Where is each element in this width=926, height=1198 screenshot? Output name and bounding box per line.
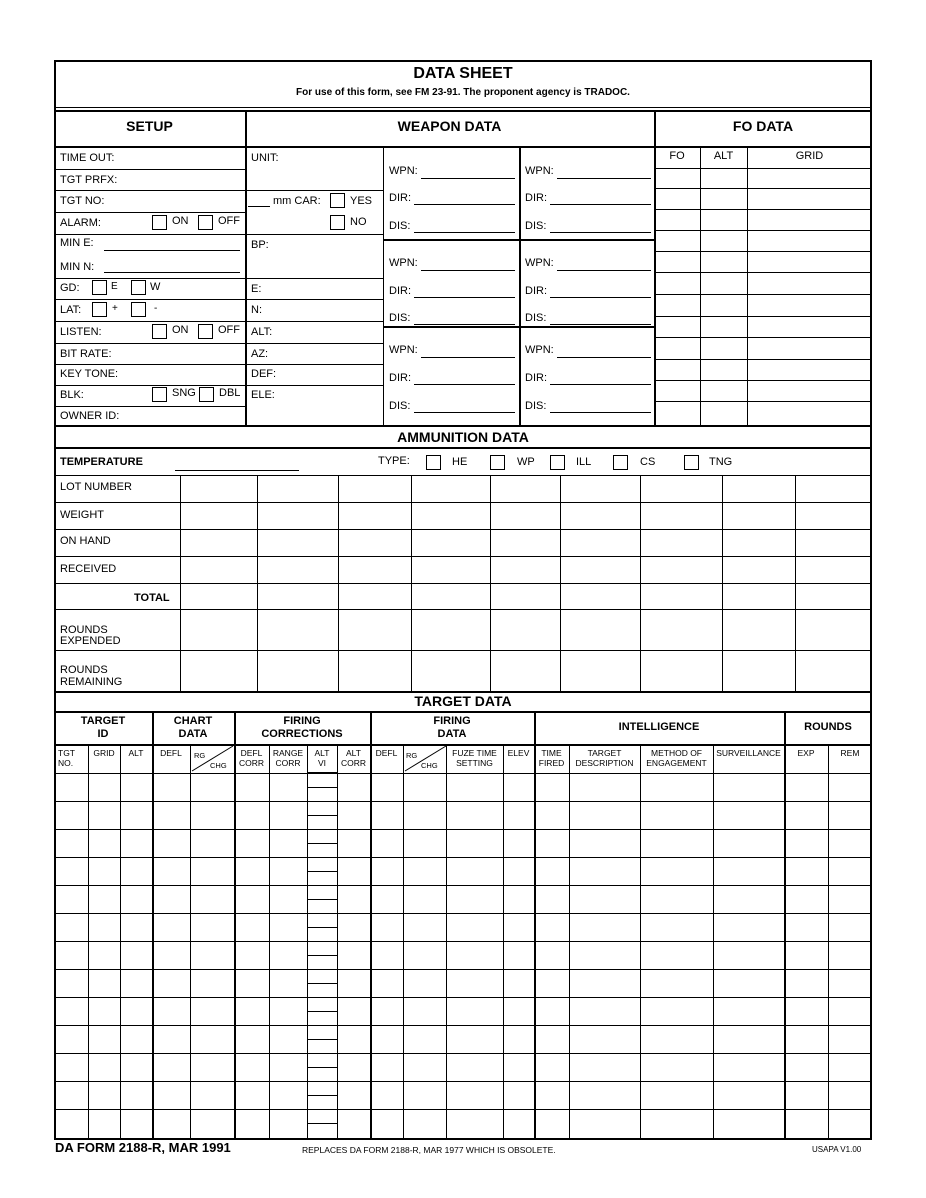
col-range-corr-1: RANGE: [272, 748, 304, 758]
wpn-field[interactable]: [421, 178, 515, 179]
col-rg2: RG: [406, 751, 418, 760]
col-rem: REM: [840, 748, 860, 758]
listen-off-checkbox[interactable]: [198, 324, 213, 339]
rg-chg2-divider: [403, 744, 447, 772]
owner-id-label: OWNER ID:: [60, 410, 120, 422]
col-fuze-1: FUZE TIME: [452, 748, 497, 758]
dir-label: DIR:: [389, 372, 411, 384]
col-time-fired-2: FIRED: [538, 758, 565, 768]
dis-label: DIS:: [525, 220, 547, 232]
lat-plus-label: +: [112, 303, 118, 314]
type-ill-label: ILL: [576, 456, 592, 468]
car-no-label: NO: [350, 216, 367, 228]
dir-label: DIR:: [389, 285, 411, 297]
mm-car-label: mm CAR:: [273, 195, 321, 207]
tgt-no-label: TGT NO:: [60, 195, 105, 207]
form-title: DATA SHEET: [413, 65, 513, 82]
wpn-field[interactable]: [557, 357, 651, 358]
col-alt-vi-1: ALT: [314, 748, 330, 758]
dis-field[interactable]: [550, 324, 651, 325]
fo-title: FO DATA: [732, 118, 794, 134]
wpn-label: WPN:: [389, 257, 418, 269]
col-method-1: METHOD OF: [651, 748, 702, 758]
listen-on-label: ON: [172, 324, 189, 336]
blk-label: BLK:: [60, 389, 84, 401]
wpn-label: WPN:: [389, 165, 418, 177]
dis-field[interactable]: [414, 232, 515, 233]
weapon-title: WEAPON DATA: [397, 118, 502, 134]
temperature-field[interactable]: [175, 470, 299, 471]
blk-sng-checkbox[interactable]: [152, 387, 167, 402]
tgt-prfx-label: TGT PRFX:: [60, 174, 118, 186]
group-rounds: ROUNDS: [804, 721, 852, 733]
group-firing-corr-2: CORRECTIONS: [261, 728, 343, 740]
az-label: AZ:: [251, 348, 269, 360]
type-ill-checkbox[interactable]: [550, 455, 565, 470]
col-alt-vi-2: VI: [317, 758, 327, 768]
weight-label: WEIGHT: [60, 509, 104, 521]
col-elev: ELEV: [507, 748, 530, 758]
wpn-label: WPN:: [525, 344, 554, 356]
col-defl-corr-2: CORR: [238, 758, 265, 768]
fo-col-grid: GRID: [795, 150, 824, 162]
group-chart-data-2: DATA: [178, 728, 208, 740]
dir-label: DIR:: [525, 192, 547, 204]
caliber-field[interactable]: [248, 206, 270, 207]
col-alt-corr-1: ALT: [346, 748, 361, 758]
rounds-remaining-label-1: ROUNDS: [60, 664, 108, 676]
dis-label: DIS:: [389, 400, 411, 412]
dis-label: DIS:: [525, 400, 547, 412]
lat-minus-checkbox[interactable]: [131, 302, 146, 317]
dir-field[interactable]: [414, 384, 515, 385]
rounds-expended-label-2: EXPENDED: [60, 635, 121, 647]
lot-number-label: LOT NUMBER: [60, 481, 132, 493]
group-intelligence: INTELLIGENCE: [618, 721, 700, 733]
rounds-expended-label-1: ROUNDS: [60, 624, 108, 636]
min-n-label: MIN N:: [60, 261, 95, 273]
unit-label: UNIT:: [251, 152, 279, 164]
car-yes-label: YES: [350, 195, 373, 207]
replaces-note: REPLACES DA FORM 2188-R, MAR 1977 WHICH IS OBSOLETE.: [302, 1145, 556, 1155]
group-target-id-2: ID: [97, 728, 109, 740]
def-label: DEF:: [251, 368, 277, 380]
type-cs-checkbox[interactable]: [613, 455, 628, 470]
col-defl-corr-1: DEFL: [240, 748, 263, 758]
type-label: TYPE:: [378, 455, 410, 467]
gd-e-label: E: [111, 281, 118, 292]
key-tone-label: KEY TONE:: [60, 368, 119, 380]
lat-minus-label: -: [154, 303, 158, 314]
alt-label: ALT:: [251, 326, 273, 338]
col-time-fired-1: TIME: [541, 748, 562, 758]
car-no-checkbox[interactable]: [330, 215, 345, 230]
dis-label: DIS:: [389, 220, 411, 232]
listen-label: LISTEN:: [60, 326, 102, 338]
wpn-field[interactable]: [421, 270, 515, 271]
bit-rate-label: BIT RATE:: [60, 348, 112, 360]
col-method-2: ENGAGEMENT: [646, 758, 707, 768]
group-firing-data-2: DATA: [437, 728, 467, 740]
setup-title: SETUP: [126, 118, 173, 134]
fo-col-alt: ALT: [713, 150, 734, 162]
dir-label: DIR:: [525, 285, 547, 297]
gd-w-checkbox[interactable]: [131, 280, 146, 295]
min-n-field[interactable]: [104, 272, 240, 273]
dis-label: DIS:: [525, 312, 547, 324]
form-number: DA FORM 2188-R, MAR 1991: [55, 1140, 231, 1155]
type-wp-label: WP: [517, 456, 535, 468]
dir-field[interactable]: [550, 204, 651, 205]
wpn-label: WPN:: [525, 165, 554, 177]
total-label: TOTAL: [134, 592, 170, 604]
type-he-checkbox[interactable]: [426, 455, 441, 470]
blk-dbl-checkbox[interactable]: [199, 387, 214, 402]
wpn-label: WPN:: [389, 344, 418, 356]
col-tgt-desc-1: TARGET: [587, 748, 622, 758]
group-target-id-1: TARGET: [80, 715, 126, 727]
col-rg: RG: [194, 751, 206, 760]
wpn-field[interactable]: [557, 270, 651, 271]
dis-field[interactable]: [414, 324, 515, 325]
col-defl2: DEFL: [375, 748, 398, 758]
e-label: E:: [251, 283, 262, 295]
min-e-field[interactable]: [104, 250, 240, 251]
dir-field[interactable]: [550, 297, 651, 298]
listen-off-label: OFF: [218, 324, 240, 336]
gd-e-checkbox[interactable]: [92, 280, 107, 295]
alarm-on-checkbox[interactable]: [152, 215, 167, 230]
alarm-off-checkbox[interactable]: [198, 215, 213, 230]
fo-col-fo: FO: [669, 150, 685, 162]
ele-label: ELE:: [251, 389, 275, 401]
col-tgt-desc-2: DESCRIPTION: [575, 758, 634, 768]
car-yes-checkbox[interactable]: [330, 193, 345, 208]
ammo-title: AMMUNITION DATA: [397, 429, 529, 445]
type-tng-checkbox[interactable]: [684, 455, 699, 470]
min-e-label: MIN E:: [60, 237, 94, 249]
group-firing-corr-1: FIRING: [283, 715, 321, 727]
group-chart-data-1: CHART: [173, 715, 213, 727]
group-firing-data-1: FIRING: [433, 715, 471, 727]
col-tgt-no-2: NO.: [58, 758, 74, 768]
gd-label: GD:: [60, 282, 80, 294]
dir-label: DIR:: [525, 372, 547, 384]
col-surveillance: SURVEILLANCE: [716, 748, 781, 758]
wpn-field[interactable]: [557, 178, 651, 179]
blk-dbl-label: DBL: [219, 387, 241, 399]
blk-sng-label: SNG: [172, 387, 196, 399]
col-defl: DEFL: [160, 748, 182, 758]
dir-field[interactable]: [414, 297, 515, 298]
temperature-label: TEMPERATURE: [60, 456, 143, 468]
alarm-on-label: ON: [172, 215, 189, 227]
alarm-off-label: OFF: [218, 215, 240, 227]
form-subtitle: For use of this form, see FM 23-91. The proponent agency is TRADOC.: [296, 87, 630, 98]
type-cs-label: CS: [640, 456, 656, 468]
n-label: N:: [251, 304, 262, 316]
col-grid: GRID: [93, 748, 115, 758]
bp-label: BP:: [251, 239, 269, 251]
dis-field[interactable]: [550, 232, 651, 233]
col-exp: EXP: [797, 748, 815, 758]
dir-label: DIR:: [389, 192, 411, 204]
target-title: TARGET DATA: [414, 693, 512, 709]
on-hand-label: ON HAND: [60, 535, 111, 547]
col-alt-corr-2: CORR: [340, 758, 367, 768]
col-chg: CHG: [210, 761, 227, 770]
wpn-label: WPN:: [525, 257, 554, 269]
col-fuze-2: SETTING: [456, 758, 493, 768]
type-wp-checkbox[interactable]: [490, 455, 505, 470]
dis-field[interactable]: [550, 412, 651, 413]
col-range-corr-2: CORR: [275, 758, 301, 768]
type-he-label: HE: [452, 456, 468, 468]
time-out-label: TIME OUT:: [60, 152, 115, 164]
dir-field[interactable]: [414, 204, 515, 205]
lat-plus-checkbox[interactable]: [92, 302, 107, 317]
wpn-field[interactable]: [421, 357, 515, 358]
type-tng-label: TNG: [709, 456, 733, 468]
rg-chg-divider: [190, 744, 234, 772]
col-chg2: CHG: [421, 761, 438, 770]
dis-label: DIS:: [389, 312, 411, 324]
alarm-label: ALARM:: [60, 217, 101, 229]
received-label: RECEIVED: [60, 563, 117, 575]
col-alt: ALT: [128, 748, 144, 758]
dir-field[interactable]: [550, 384, 651, 385]
gd-w-label: W: [150, 281, 161, 293]
listen-on-checkbox[interactable]: [152, 324, 167, 339]
rounds-remaining-label-2: REMAINING: [60, 676, 123, 688]
lat-label: LAT:: [60, 304, 82, 316]
col-tgt-no-1: TGT: [58, 748, 75, 758]
version-label: USAPA V1.00: [812, 1145, 862, 1154]
dis-field[interactable]: [414, 412, 515, 413]
